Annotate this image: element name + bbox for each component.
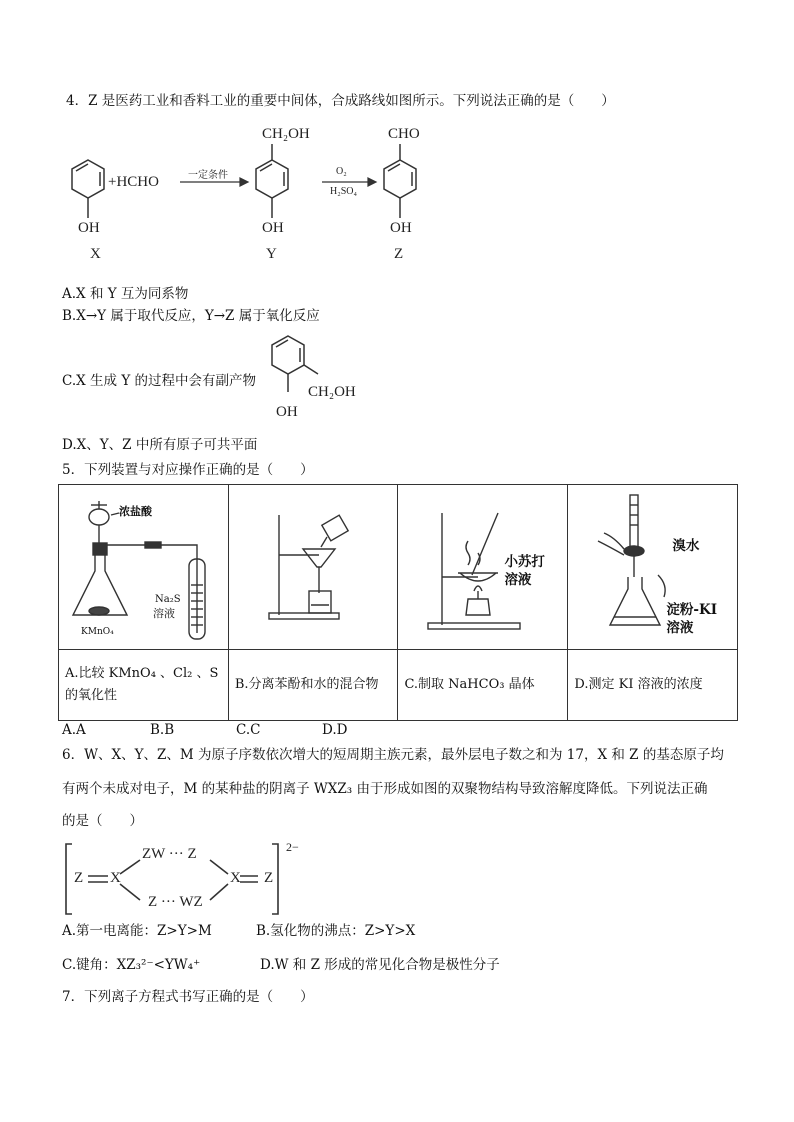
label-starch-ki: 淀粉-KI — [666, 602, 718, 618]
dimer-top: ZW ··· Z — [142, 846, 197, 862]
label-conc-hcl: 浓盐酸 — [119, 505, 152, 518]
q6-stem-line2: 有两个未成对电子，M 的某种盐的阴离子 WXZ₃ 由于形成如图的双聚物结构导致溶解度降低。下列说法正确 — [62, 781, 708, 797]
label-kmno4: KMnO₄ — [81, 627, 114, 637]
q5-choice-c: C.C — [236, 722, 261, 738]
dimer-charge: 2− — [286, 840, 299, 854]
z-benzene-ring — [384, 144, 416, 218]
q5-panel-a — [59, 485, 229, 650]
z-oh: OH — [390, 220, 412, 236]
q5-caption-a — [59, 650, 229, 721]
arrow2-bottom: H₂SO₄ — [330, 186, 357, 197]
q4-reaction-scheme — [60, 122, 510, 262]
q5-caption-a-line1: A.比较 KMnO₄ 、Cl₂ 、S — [65, 666, 219, 681]
q4-option-c-structure — [258, 330, 368, 420]
q4-stem: 4．Z 是医药工业和香料工业的重要中间体，合成路线如图所示。下列说法正确的是（ ） — [66, 93, 615, 109]
y-benzene-ring — [256, 144, 288, 218]
q5-caption-d: D.测定 KI 溶液的浓度 — [568, 650, 738, 721]
q5-panel-c — [398, 485, 568, 650]
x-label: X — [90, 246, 101, 262]
x-benzene-ring — [72, 160, 104, 218]
dimer-right-z: Z — [264, 870, 274, 886]
q5-caption-a-line2: 的氧化性 — [65, 688, 118, 703]
q6-option-a: A.第一电离能：Z>Y>M — [62, 923, 212, 939]
q4-c-oh: OH — [276, 404, 298, 420]
z-label: Z — [394, 246, 404, 262]
y-ch2oh: CH₂OH — [262, 126, 310, 142]
label-na2s: Na₂S — [155, 594, 181, 605]
q4-option-b: B.X→Y 属于取代反应，Y→Z 属于氧化反应 — [62, 308, 320, 324]
q4-c-ch2oh: CH₂OH — [308, 384, 356, 400]
q5-choice-d: D.D — [322, 722, 348, 738]
q4-option-c: C.X 生成 Y 的过程中会有副产物 — [62, 373, 257, 389]
arrow1-text: 一定条件 — [188, 170, 228, 181]
label-baking-soda: 小苏打 — [504, 554, 545, 570]
q5-stem: 5．下列装置与对应操作正确的是（ ） — [62, 462, 314, 478]
apparatus-d — [568, 485, 738, 649]
q5-apparatus-table — [58, 484, 738, 721]
dimer-left-x: X — [110, 870, 121, 886]
q5-choice-a: A.A — [62, 722, 86, 738]
label-starch-ki-solution: 溶液 — [666, 620, 694, 636]
dimer-left-z: Z — [74, 870, 84, 886]
z-cho: CHO — [388, 126, 420, 142]
q4-option-d: D.X、Y、Z 中所有原子可共平面 — [62, 437, 258, 453]
arrow2-top: O₂ — [336, 166, 347, 177]
q5-choice-b: B.B — [150, 722, 175, 738]
q6-option-d: D.W 和 Z 形成的常见化合物是极性分子 — [260, 957, 500, 973]
q6-stem-line3: 的是（ ） — [62, 813, 143, 829]
q7-stem: 7．下列离子方程式书写正确的是（ ） — [62, 989, 314, 1005]
x-oh: OH — [78, 220, 100, 236]
dimer-bottom: Z ··· WZ — [148, 894, 203, 910]
q5-panel-b — [228, 485, 398, 650]
q5-caption-c: C.制取 NaHCO₃ 晶体 — [398, 650, 568, 721]
dimer-right-x: X — [230, 870, 241, 886]
q5-caption-b: B.分离苯酚和水的混合物 — [228, 650, 398, 721]
label-baking-soda-solution: 溶液 — [504, 572, 532, 588]
apparatus-b — [229, 485, 399, 649]
q5-panel-d — [568, 485, 738, 650]
arrow-2 — [322, 178, 376, 186]
label-bromine-water: 溴水 — [672, 538, 700, 554]
q6-option-b: B.氢化物的沸点：Z>Y>X — [256, 923, 416, 939]
q6-option-c: C.键角：XZ₃²⁻<YW₄⁺ — [62, 957, 201, 973]
label-na2s-solution: 溶液 — [153, 607, 175, 620]
q6-stem-line1: 6．W、X、Y、Z、M 为原子序数依次增大的短周期主族元素，最外层电子数之和为 17，X 和 Z 的基态原子均 — [62, 747, 724, 763]
q4-option-a: A.X 和 Y 互为同系物 — [62, 286, 189, 302]
y-label: Y — [266, 246, 277, 262]
plus-hcho: +HCHO — [108, 174, 159, 190]
y-oh: OH — [262, 220, 284, 236]
